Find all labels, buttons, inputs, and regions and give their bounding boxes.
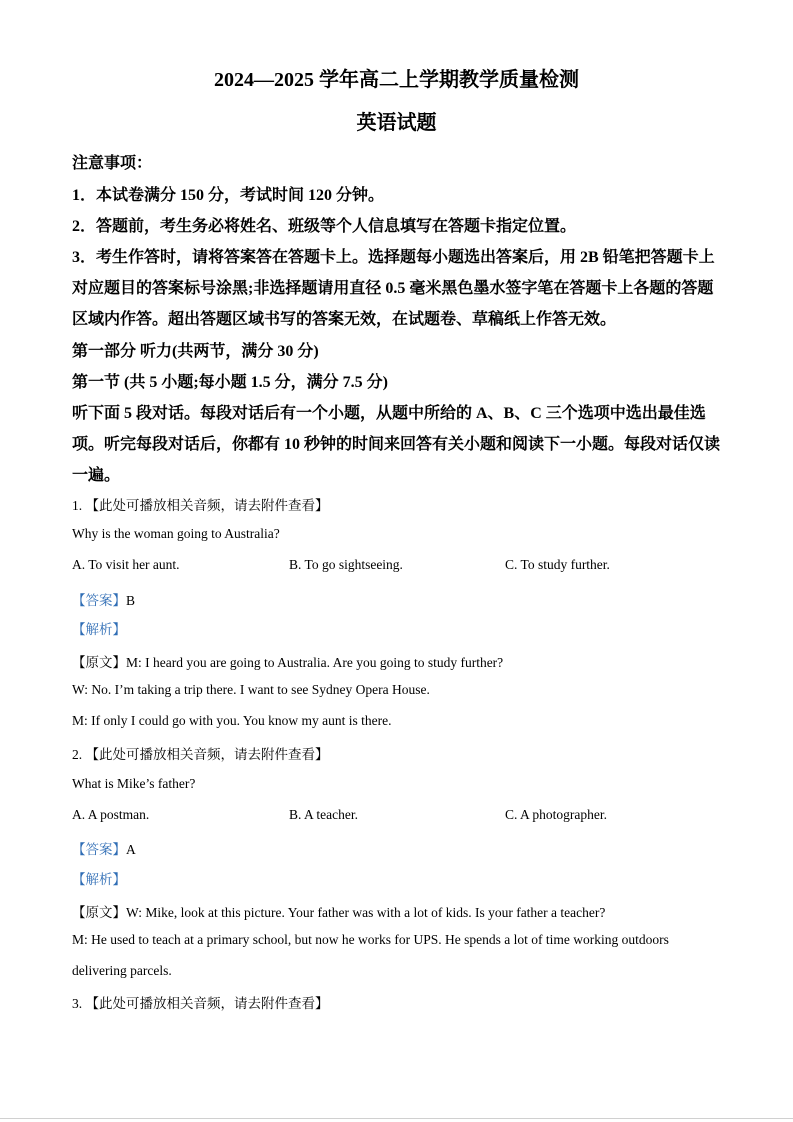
notes-item-3-line-3: 区域内作答。超出答题区域书写的答案无效，在试题卷、草稿纸上作答无效。 bbox=[72, 311, 617, 328]
q1-transcript-line-2: W: No. I’m taking a trip there. I want to see Sydney Opera House. bbox=[72, 682, 430, 697]
q3-audio-link[interactable]: 3. 【此处可播放相关音频，请去附件查看】 bbox=[72, 996, 329, 1011]
q1-transcript-line-1 bbox=[72, 651, 503, 671]
q2-answer-label: 【答案】 bbox=[72, 842, 126, 857]
q2-answer: A bbox=[126, 842, 136, 857]
q2-audio-link[interactable]: 2. 【此处可播放相关音频，请去附件查看】 bbox=[72, 747, 329, 762]
q2-transcript-line-2: M: He used to teach at a primary school, but now he works for UPS. He spends a lot of time working outdoors bbox=[72, 932, 669, 947]
q2-transcript-line-3: delivering parcels. bbox=[72, 963, 172, 978]
part-1-heading: 第一部分 听力(共两节，满分 30 分) bbox=[72, 343, 319, 360]
q1-analysis-label: 【解析】 bbox=[72, 622, 126, 637]
q2-answer-row bbox=[72, 838, 136, 858]
q1-option-a: A. To visit her aunt. bbox=[72, 557, 180, 572]
instructions-line-1: 听下面 5 段对话。每段对话后有一个小题，从题中所给的 A、B、C 三个选项中选出最佳选 bbox=[72, 405, 706, 422]
notes-item-2: 2．答题前，考生务必将姓名、班级等个人信息填写在答题卡指定位置。 bbox=[72, 218, 577, 235]
notes-item-1: 1．本试卷满分 150 分，考试时间 120 分钟。 bbox=[72, 187, 385, 204]
instructions-line-2: 项。听完每段对话后，你都有 10 秒钟的时间来回答有关小题和阅读下一小题。每段对话仅读 bbox=[72, 436, 721, 453]
exam-title: 2024—2025 学年高二上学期教学质量检测 bbox=[214, 69, 579, 91]
q1-audio-link[interactable]: 1. 【此处可播放相关音频，请去附件查看】 bbox=[72, 498, 329, 513]
q1-option-b: B. To go sightseeing. bbox=[289, 557, 403, 572]
q1-original-label: 【原文】 bbox=[72, 655, 126, 670]
instructions-line-3: 一遍。 bbox=[72, 467, 121, 484]
q1-transcript-text-1: M: I heard you are going to Australia. Are you going to study further? bbox=[126, 655, 504, 670]
q1-transcript-line-3: M: If only I could go with you. You know my aunt is there. bbox=[72, 713, 392, 728]
q2-option-b: B. A teacher. bbox=[289, 807, 358, 822]
q1-option-c: C. To study further. bbox=[505, 557, 610, 572]
notes-heading: 注意事项： bbox=[72, 155, 153, 172]
q2-question: What is Mike’s father? bbox=[72, 776, 196, 791]
q2-original-label: 【原文】 bbox=[72, 905, 126, 920]
q2-analysis-label: 【解析】 bbox=[72, 872, 126, 887]
q1-answer-label: 【答案】 bbox=[72, 593, 126, 608]
q1-question: Why is the woman going to Australia? bbox=[72, 526, 280, 541]
q2-option-a: A. A postman. bbox=[72, 807, 150, 822]
q2-transcript-text-1: W: Mike, look at this picture. Your father was with a lot of kids. Is your father a teacher? bbox=[126, 905, 606, 920]
q1-answer: B bbox=[126, 593, 136, 608]
section-1-heading: 第一节 (共 5 小题;每小题 1.5 分，满分 7.5 分) bbox=[72, 374, 388, 391]
q1-answer-row bbox=[72, 589, 135, 609]
q2-transcript-line-1 bbox=[72, 901, 605, 921]
exam-subject: 英语试题 bbox=[356, 112, 437, 134]
page-bottom-divider bbox=[0, 1118, 793, 1119]
q2-option-c: C. A photographer. bbox=[505, 807, 607, 822]
notes-item-3-line-2: 对应题目的答案标号涂黑;非选择题请用直径 0.5 毫米黑色墨水签字笔在答题卡上各题的答题 bbox=[72, 280, 714, 297]
notes-item-3-line-1: 3．考生作答时，请将答案答在答题卡上。选择题每小题选出答案后，用 2B 铅笔把答题卡上 bbox=[72, 249, 715, 266]
